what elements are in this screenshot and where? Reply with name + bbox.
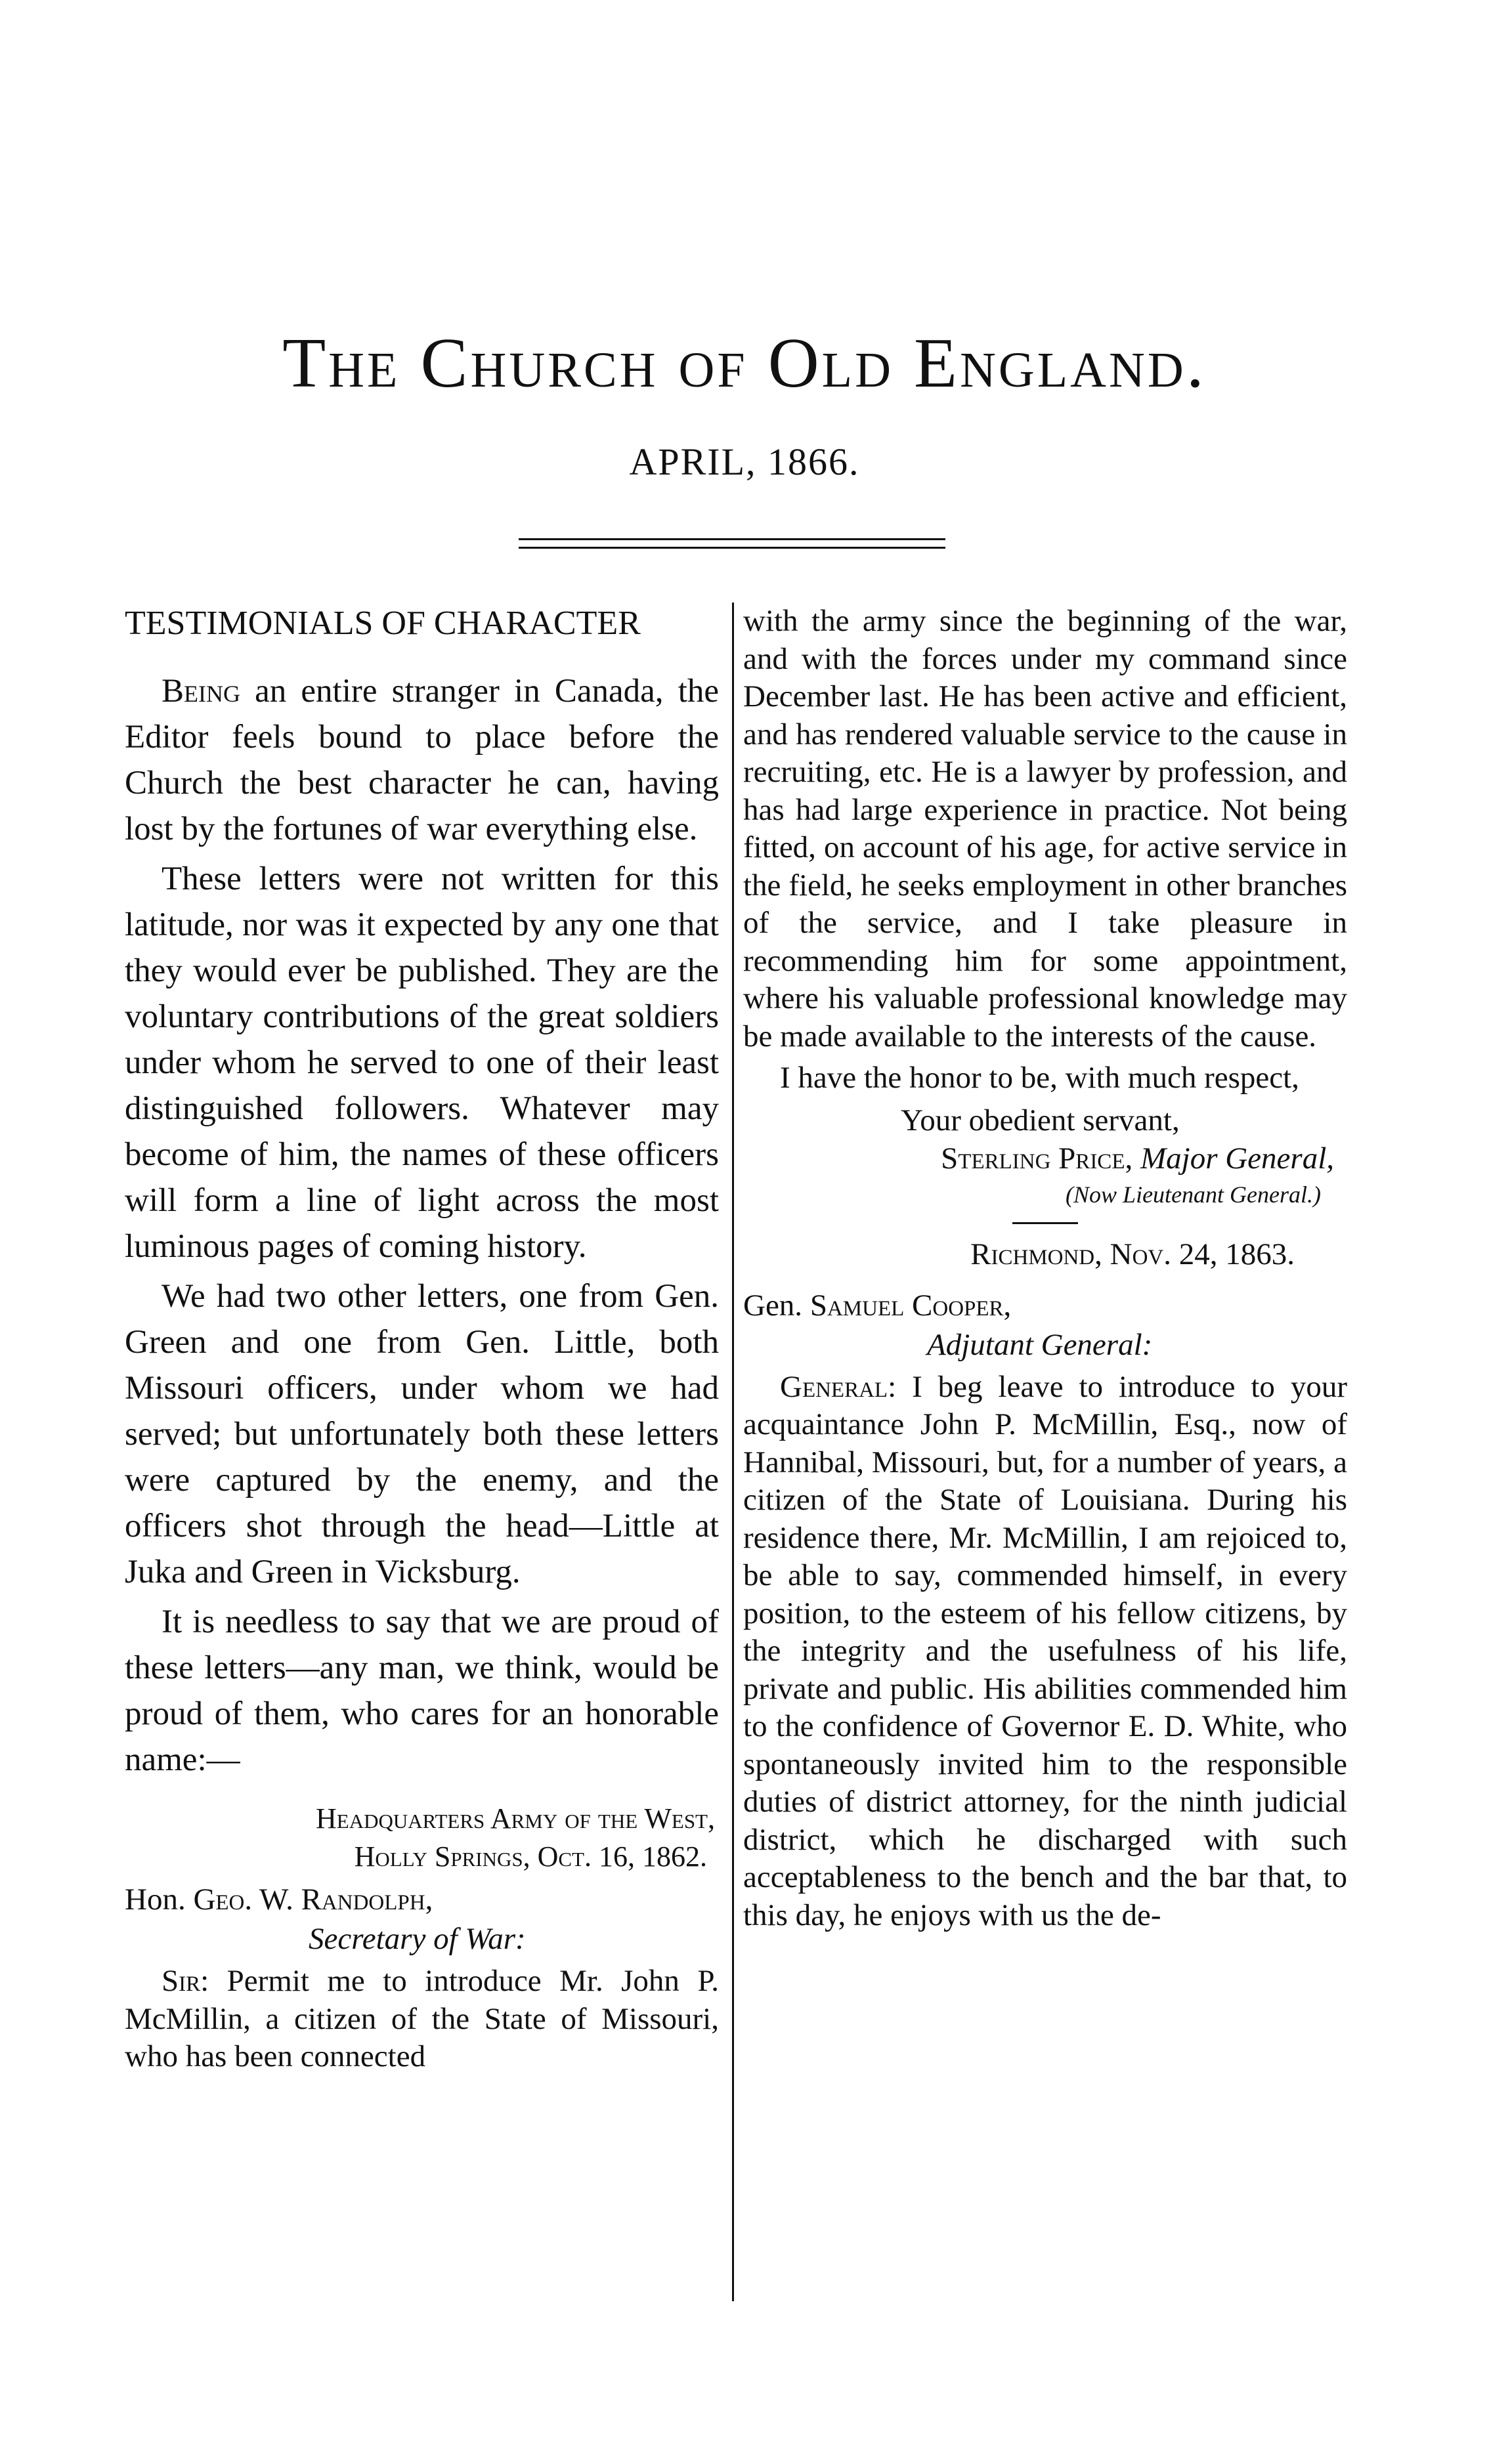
signature-name: Sterling Price,	[941, 1141, 1133, 1176]
addressee	[125, 1880, 719, 1919]
paragraph: These letters were not written for this latitude, nor was it expected by any one that they would ever be published. They are the voluntary contributions of the great soldiers under whom he served to one of their least distinguished followers. Whatever may become of him, the names of these officers will form a line of light across the most luminous pages of coming history.	[125, 860, 719, 1265]
signature	[743, 1139, 1347, 1178]
paragraph: It is needless to say that we are proud of these letters—any man, we think, would be proud of them, who cares for an honorable name:—	[125, 1604, 719, 1778]
signature-note: (Now Lieutenant General.)	[1066, 1181, 1321, 1208]
letter-heading-line1: Headquarters Army of the West,	[316, 1802, 715, 1835]
title-rule-top	[519, 538, 945, 540]
addressee-name: Samuel Cooper,	[809, 1288, 1012, 1323]
signature-rank: Major General,	[1133, 1141, 1334, 1176]
paragraph	[125, 668, 719, 852]
letter-closing: Your obedient servant,	[901, 1103, 1180, 1137]
section-heading: TESTIMONIALS OF CHARACTER	[125, 605, 641, 642]
letter-paragraph	[743, 1369, 1347, 1935]
separator-rule	[1012, 1222, 1078, 1224]
addressee-title: Secretary of War:	[309, 1922, 526, 1956]
lead-word: Being	[162, 673, 240, 710]
addressee-name: Geo. W. Randolph,	[193, 1882, 433, 1917]
addressee	[743, 1286, 1347, 1325]
letter-place-date: Richmond, Nov. 24, 1863.	[970, 1237, 1295, 1271]
salutation: Sir	[162, 1964, 201, 1998]
salutation: General	[780, 1369, 888, 1404]
paragraph-text: an entire stranger in Canada, the Editor feels bound to place before the Church the best character he can, having lost by the fortunes of war everything else.	[125, 673, 719, 847]
paragraph: We had two other letters, one from Gen. Green and one from Gen. Little, both Missouri officers, under whom we had served; but unfortunately both these letters were captured by the enemy, and the officers shot through the head—Little at Juka and Green in Vicksburg.	[125, 1278, 719, 1590]
left-column	[125, 603, 719, 2080]
paragraph-text: : I beg leave to introduce to your acquaintance John P. McMillin, Esq., now of Hannibal, Missouri, but, for a number of years, a citizen of the State of Louisiana. During his residence there, Mr. McMillin, I am rejoiced to, be able to say, commended himself, in every position, to the esteem of his fellow citizens, by the integrity and the usefulness of his life, private and public. His abilities commended him to the confidence of Governor E. D. White, who spontaneously invited him to the responsible duties of district attorney, for the ninth judicial district, which he discharged with such acceptableness to the bench and the bar that, to this day, he enjoys with us the de-	[743, 1369, 1347, 1932]
addressee-title: Adjutant General:	[927, 1327, 1153, 1362]
addressee-prefix: Hon.	[125, 1882, 194, 1917]
letter-paragraph	[125, 1963, 719, 2076]
paragraph-text: : Permit me to introduce Mr. John P. McMillin, a citizen of the State of Missouri, who has been connected	[125, 1964, 719, 2073]
letter-heading-line2: Holly Springs, Oct. 16, 1862.	[354, 1840, 707, 1873]
issue-date: APRIL, 1866.	[629, 440, 860, 483]
letter-paragraph: with the army since the beginning of the war, and with the forces under my command since December last. He has been active and efficient, and has rendered valuable service to the cause in recruiting, etc. He is a lawyer by profession, and has had large experience in practice. Not being fitted, on account of his age, for active service in the field, he seeks employment in other branches of the service, and I take pleasure in recommending him for some appointment, where his valuable professional knowledge may be made available to the interests of the cause.	[743, 604, 1347, 1053]
addressee-prefix: Gen.	[743, 1288, 810, 1323]
right-column	[743, 603, 1347, 1938]
letter-paragraph: I have the honor to be, with much respect,	[780, 1061, 1299, 1095]
page-title: The Church of Old England.	[282, 324, 1207, 402]
title-rule-bottom	[519, 547, 945, 549]
column-divider	[732, 603, 734, 2301]
